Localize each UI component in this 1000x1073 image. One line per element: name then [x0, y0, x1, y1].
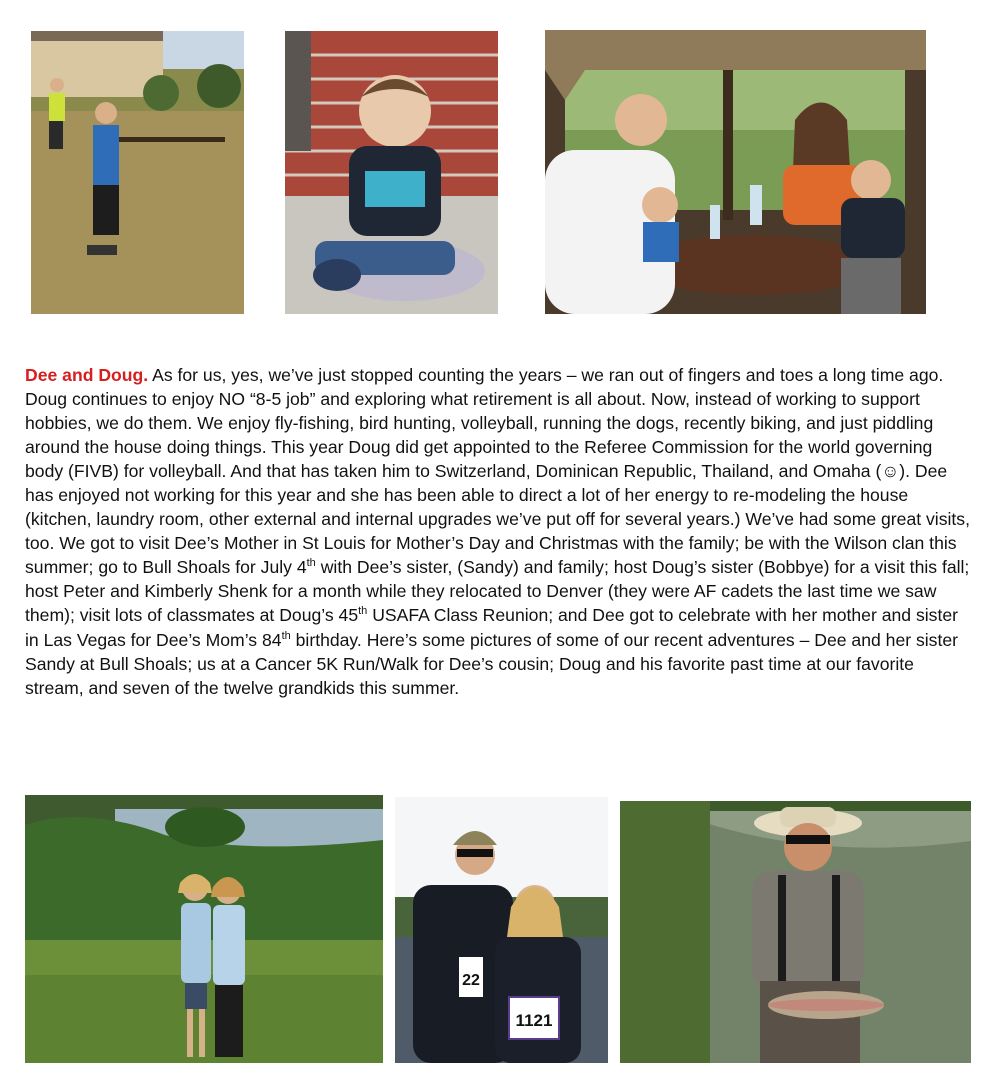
letter-paragraph: [25, 363, 970, 700]
letter-text: USAFA Class Reunion; and Dee got to celebrate with her mother and sister in Las Vegas for Dee’s Mom’s 84: [25, 605, 958, 650]
photo-toddler-sitting: [285, 31, 498, 314]
photo-sisters-at-lake: [25, 795, 383, 1063]
photo-couple-5k-run: [395, 797, 608, 1063]
other-race-bib: 22: [462, 972, 480, 989]
letter-text: As for us, yes, we’ve just stopped counting the years – we ran out of fingers and toes a long time ago. Doug continues to enjoy NO “8-5 job” and exploring what retirement is all about. Now, instead of working to support hobbies, we do them. We enjoy fly-fishing, bird hunting, volleyball, running the dogs, recently biking, and just piddling around the house doing things. This year Doug did get appointed to the Referee Commission for the world governing body (FIVB) for volleyball. And that has taken him to Switzerland, Dominican Republic, Thailand, and Omaha (☺). Dee has enjoyed not working for this year and she has been able to direct a lot of her energy to re-modeling the house (kitchen, laundry room, other external and internal upgrades we’ve put off for several years.) We’ve had some great visits, too. We got to visit Dee’s Mother in St Louis for Mother’s Day and Christmas with the family; be with the Wilson clan this summer; go to Bull Shoals for July 4: [25, 365, 970, 578]
letter-text: with Dee’s sister, (Sandy) and family; host Doug’s sister (Bobbye) for a visit this fall; host Peter and Kimberly Shenk for a month while they relocated to Denver (they were AF cadets the last time we saw them); visit lots of classmates at Doug’s 45: [25, 557, 970, 626]
superscript: th: [281, 629, 291, 642]
superscript: th: [306, 557, 316, 570]
race-bib-number: 1121: [515, 1011, 553, 1030]
photo-boy-with-toy-rifle: [31, 31, 244, 314]
letter-text: birthday. Here’s some pictures of some of our recent adventures – Dee and her sister Sandy at Bull Shoals; us at a Cancer 5K Run/Walk for Dee’s cousin; Doug and his favorite past time at our favorite stream, and seven of the twelve grandkids this summer.: [25, 629, 959, 698]
photo-fisherman-with-trout: [620, 801, 971, 1063]
letter-heading: Dee and Doug.: [25, 365, 149, 385]
superscript: th: [358, 605, 368, 618]
photo-family-in-booth: [545, 30, 926, 314]
